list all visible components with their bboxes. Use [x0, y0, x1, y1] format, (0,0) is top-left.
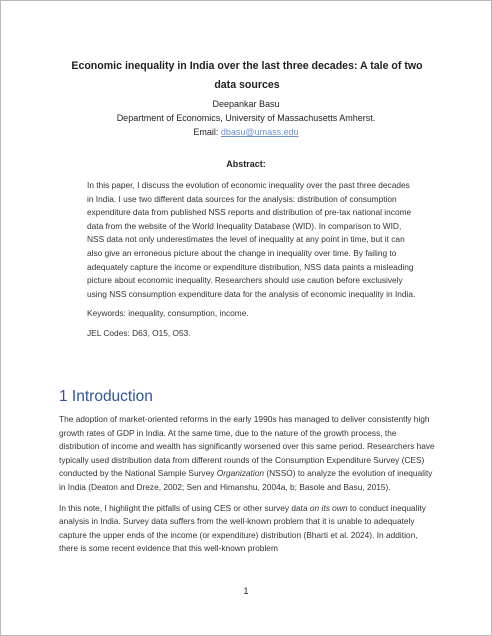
italic-on-its-own: on its own — [309, 502, 348, 513]
section-heading-introduction: 1 Introduction — [59, 388, 153, 405]
email-label: Email: — [193, 127, 221, 137]
jel-codes: JEL Codes: D63, O15, O53. — [87, 327, 191, 338]
abstract-text: In this paper, I discuss the evolution of economic inequality over the past three decades in India. I use two different data sources for the analysis: distribution of consumption expenditure data from published NSS reports and distribution of pre-tax national income data from the website of the World Inequality Database (WID). In comparison to WID, NSS data not only underestimates the level of inequality at any point in time, but it can also give an erroneous picture about the change in inequality over time. By failing to adequately capture the income or expenditure distribution, NSS data paints a misleading picture about economic inequality. Researchers should use caution before exclusively using NSS consumption expenditure data for the analysis of economic inequality in India. — [87, 180, 416, 299]
intro-paragraph-1: The adoption of market-oriented reforms in the early 1990s has managed to deliver consistently high growth rates of GDP in India. At the same time, due to the nature of the growth process, the distribution of income and wealth has significantly worsened over this same period. Researchers have typically used distribution data from different rounds of the Consumption Expenditure Survey (CES) conducted by the National Sample Survey Organization (NSSO) to analyze the evolution of inequality in India (Deaton and Dreze, 2002; Sen and Himanshu, 2004a, b; Basole and Basu, 2015). — [59, 414, 435, 492]
paper-title: Economic inequality in India over the last three decades: A tale of two data sources — [71, 60, 423, 91]
author-email — [1, 125, 491, 139]
author-affiliation: Department of Economics, University of Massachusetts Amherst. — [116, 113, 376, 123]
intro-paragraph-2: In this note, I highlight the pitfalls of using CES or other survey data on its own to conduct inequality analysis in India. Survey data suffers from the well-known problem that it is unable to adequately capture the upper ends of the income (or expenditure) distribution (Bharti et al. 2024). In addition, there is some recent evidence that this well-known problem — [59, 502, 426, 554]
italic-organization: Organization — [216, 468, 265, 479]
introduction-body — [59, 413, 437, 556]
abstract-heading: Abstract: — [226, 159, 266, 169]
author-name: Deepankar Basu — [212, 99, 280, 109]
keywords: Keywords: inequality, consumption, income. — [87, 308, 249, 319]
page-number: 1 — [243, 586, 249, 596]
abstract-block — [87, 179, 417, 341]
email-link[interactable]: dbasu@umass.edu — [220, 127, 299, 137]
